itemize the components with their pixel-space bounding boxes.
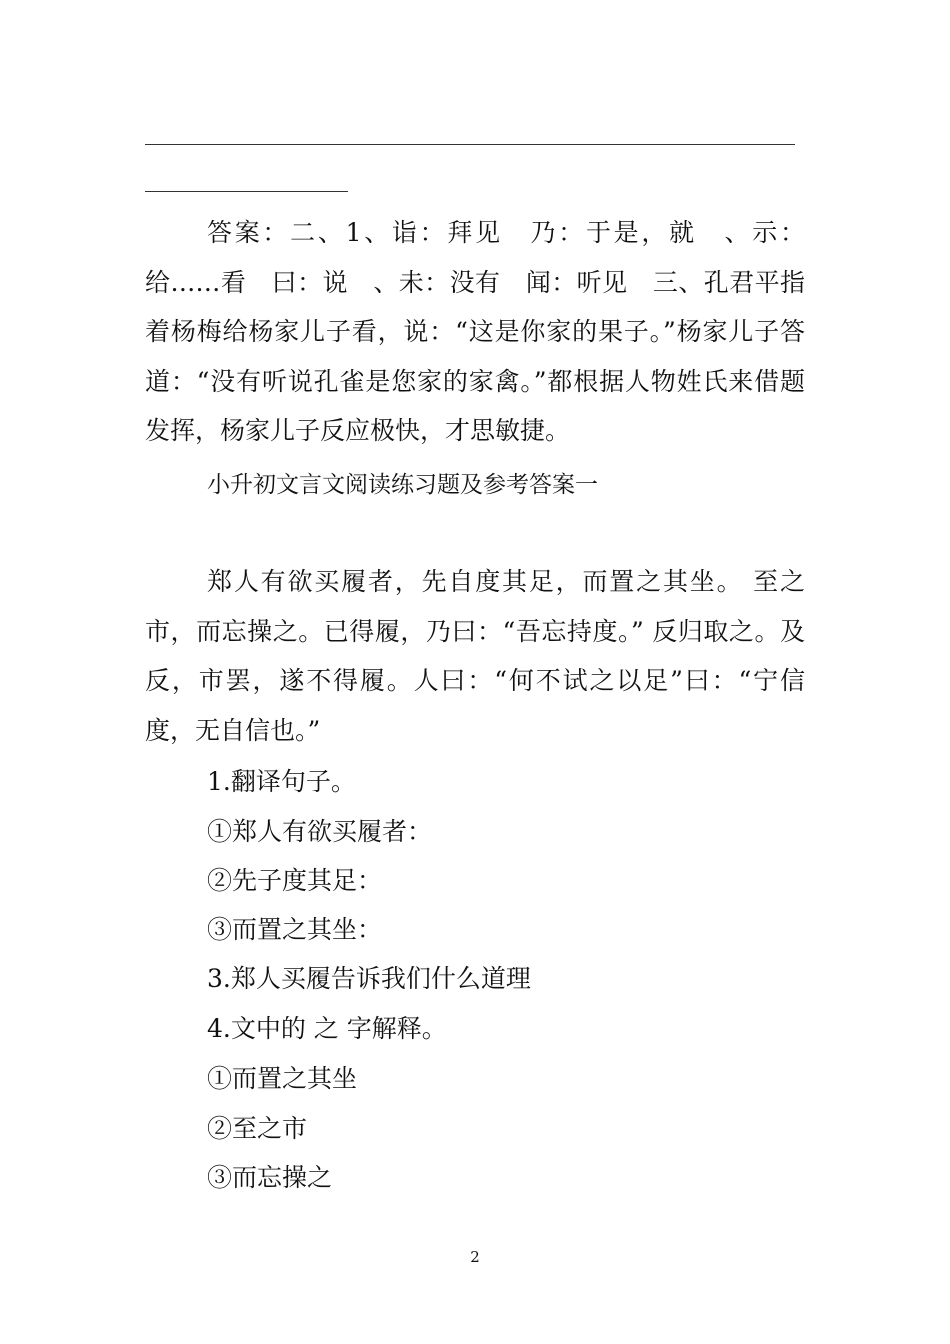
question-4-item-1: ①而置之其坐 <box>207 1064 358 1093</box>
question-4-item-3: ③而忘操之 <box>207 1163 333 1192</box>
question-1-item-1: ①郑人有欲买履者： <box>207 817 433 846</box>
question-3-heading: 3.郑人买履告诉我们什么道理 <box>207 964 531 993</box>
classical-passage: 郑人有欲买履者，先自度其足，而置之其坐。 至之市，而忘操之。已得履，乃曰：“吾忘持度。” 反归取之。及反，市罢，遂不得履。人曰：“何不试之以足”曰：“宁信度，无自信也。” <box>145 567 805 745</box>
question-4-heading: 4.文中的 之 字解释。 <box>207 1014 447 1043</box>
question-1-heading: 1.翻译句子。 <box>207 767 356 796</box>
answer-blank-line-2 <box>145 191 348 192</box>
question-4-item-2: ②至之市 <box>207 1114 308 1143</box>
question-1-item-3: ③而置之其坐： <box>207 915 383 944</box>
section-title: 小升初文言文阅读练习题及参考答案一 <box>207 472 598 498</box>
answer-blank-line-1 <box>145 144 795 145</box>
answer-paragraph: 答案：二、1、诣：拜见 乃：于是，就 、示：给……看 曰：说 、未：没有 闻：听见 三、孔君平指着杨梅给杨家儿子看，说：“这是你家的果子。”杨家儿子答道：“没有听说孔雀是您家的家禽。”都根据人物姓氏来借题发挥，杨家儿子反应极快，才思敏捷。 <box>145 218 805 445</box>
question-1-item-2: ②先子度其足： <box>207 866 383 895</box>
page-number: 2 <box>470 1248 480 1266</box>
